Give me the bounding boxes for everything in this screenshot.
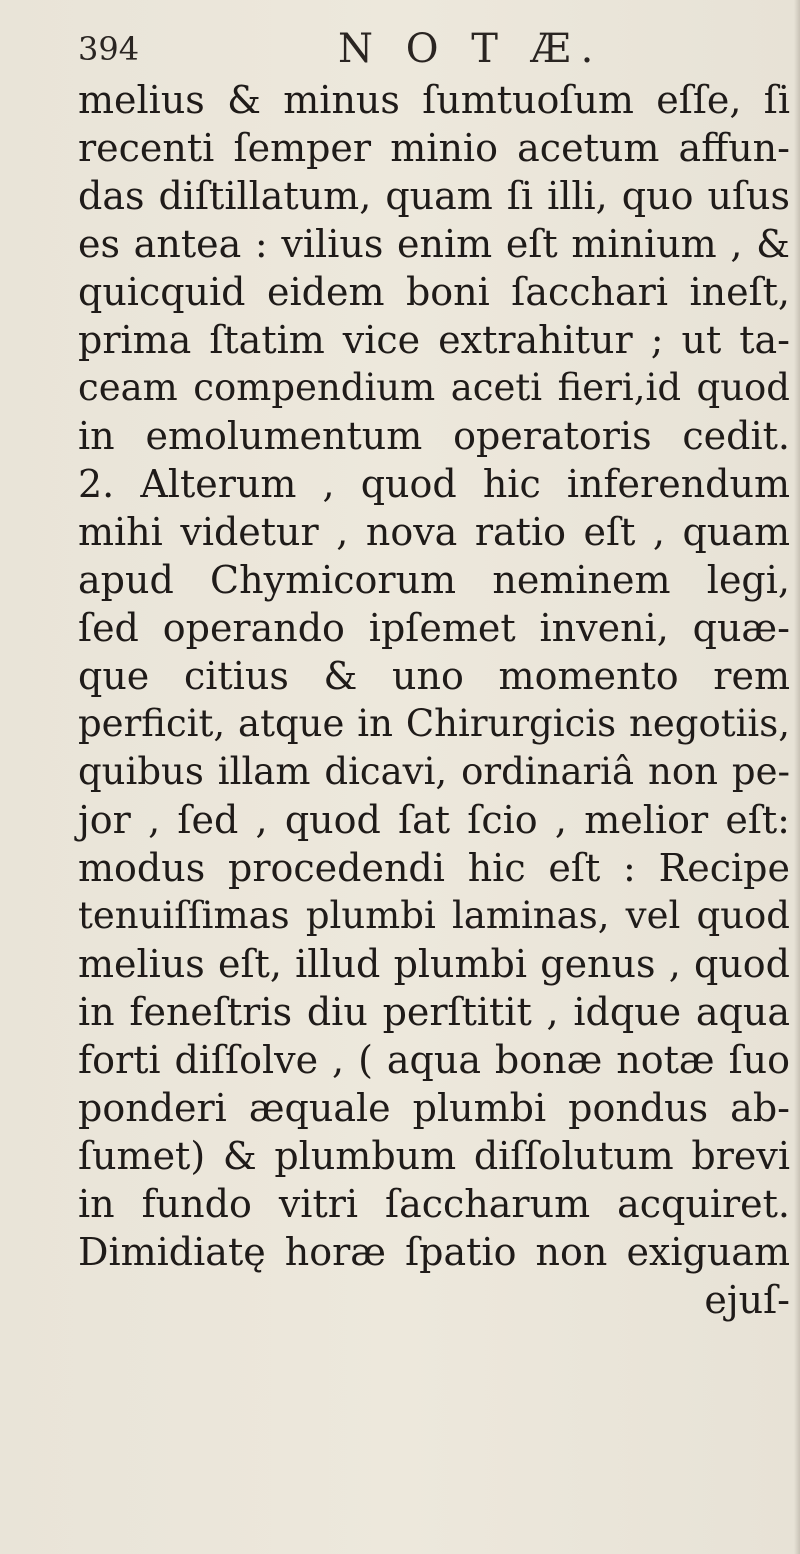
text-line: das diſtillatum, quam ſi illi, quo uſus [78, 174, 790, 218]
text-line: mihi videtur , nova ratio eſt , quam [78, 510, 790, 554]
page-number: 394 [78, 30, 140, 68]
page-edge-shadow [794, 0, 800, 1554]
text-line: melius & minus ſumtuoſum eſſe, ſi [78, 78, 790, 122]
text-line: forti diſſolve , ( aqua bonæ notæ ſuo [78, 1038, 790, 1082]
running-title: N O T Æ. [338, 26, 604, 72]
text-line: melius eſt, illud plumbi genus , quod [78, 942, 790, 986]
text-line: que citius & uno momento rem [78, 654, 790, 698]
text-line: quibus illam dicavi, ordinariâ non pe- [78, 750, 790, 793]
text-line: Dimidiatę horæ ſpatio non exiguam [78, 1230, 790, 1274]
text-line: quicquid eidem boni ſacchari ineſt, [78, 270, 790, 314]
text-line: recenti ſemper minio acetum affun- [78, 126, 790, 170]
page-header [0, 24, 800, 74]
text-line: ſed operando ipſemet inveni, quæ- [78, 606, 790, 650]
text-line: prima ſtatim vice extrahitur ; ut ta- [78, 318, 790, 362]
catchword: ejuſ- [704, 1278, 790, 1322]
text-line: in emolumentum operatoris cedit. [78, 414, 790, 458]
text-line: in feneſtris diu perſtitit , idque aqua [78, 990, 790, 1034]
text-line: ponderi æquale plumbi pondus ab- [78, 1086, 790, 1130]
text-line: ſumet) & plumbum diſſolutum brevi [78, 1134, 790, 1178]
text-line: perficit, atque in Chirurgicis negotiis, [78, 702, 790, 745]
text-line: 2. Alterum , quod hic inferendum [78, 462, 790, 506]
text-line: in fundo vitri ſaccharum acquiret. [78, 1182, 790, 1226]
body-text [78, 76, 790, 1324]
text-line: apud Chymicorum neminem legi, [78, 558, 790, 602]
text-line: tenuiſſimas plumbi laminas, vel quod [78, 894, 790, 937]
text-line: ceam compendium aceti fieri,id quod [78, 366, 790, 409]
text-line: modus procedendi hic eſt : Recipe [78, 846, 790, 890]
text-line: jor , ſed , quod ſat ſcio , melior eſt: [78, 798, 790, 842]
text-line: es antea : vilius enim eſt minium , & [78, 222, 790, 266]
